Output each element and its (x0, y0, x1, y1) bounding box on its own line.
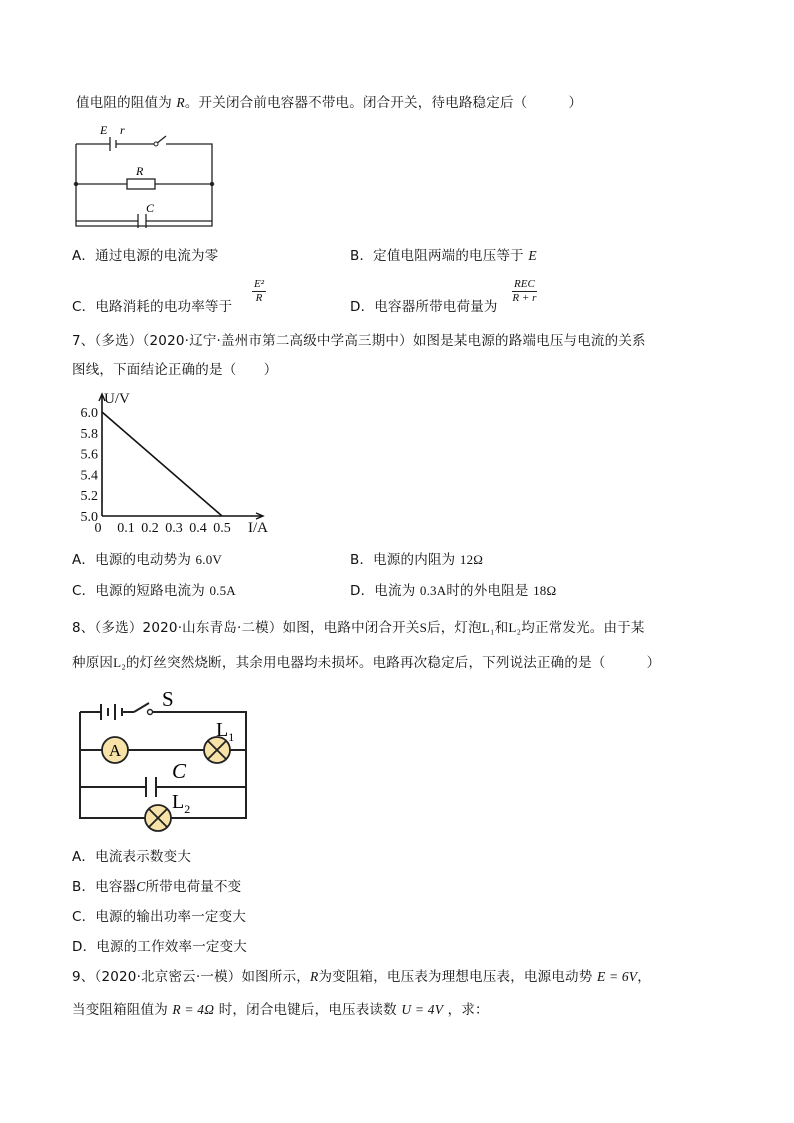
q8-circuit-diagram (72, 684, 254, 832)
q8-stem-line2: 种原因L₂的灯丝突然烧断，其余用电器均未损坏。电路再次稳定后，下列说法正确的是（ ） (72, 655, 661, 671)
y-axis-label: U/V (104, 391, 130, 407)
internal-resistance-label: r (120, 123, 125, 137)
lamp-l1-label: L (216, 719, 229, 741)
resistor-variable: R (176, 95, 185, 110)
y-tick-label: 5.4 (80, 468, 98, 484)
q6-circuit-diagram (70, 118, 220, 228)
x-tick-label: 0.5 (213, 521, 231, 536)
svg-text:L2 (172, 791, 190, 816)
lamp-l1-subscript: 1 (228, 730, 235, 744)
resistor-label: R (136, 164, 144, 178)
ammeter-label: A (108, 741, 122, 760)
q6-option-c: C．电路消耗的电功率等于 (72, 299, 233, 315)
y-tick-label: 6.0 (80, 406, 98, 421)
q6-option-c-fraction: $\frac{\text{E²}}{R}$ (254, 278, 265, 304)
lamp-l2-icon (145, 805, 171, 831)
lamp-l2-label: L (172, 791, 185, 813)
q7-stem-line2: 图线，下面结论正确的是（ ） (72, 362, 278, 378)
q6-option-b: B．定值电阻两端的电压等于 E (350, 248, 537, 264)
q7-stem-line1: 7、（多选）（2020·辽宁·盖州市第二高级中学高三期中）如图是某电源的路端电压与电流的关系 (72, 333, 646, 349)
x-tick-label: 0.2 (141, 521, 159, 536)
svg-text:L1 (216, 719, 234, 744)
x-tick-label: 0.1 (117, 521, 135, 536)
x-tick-label: 0.3 (165, 521, 183, 536)
q8-option-d: D．电源的工作效率一定变大 (72, 939, 247, 955)
lamp-l2-subscript: 2 (184, 802, 191, 816)
q7-option-d: D．电流为 0.3A时的外电阻是 18Ω (350, 583, 557, 599)
y-tick-label: 5.0 (80, 510, 98, 525)
q9-stem-line1: 9、（2020·北京密云·一模）如图所示，R为变阻箱，电压表为理想电压表，电源电动势 E = 6V， (72, 969, 651, 985)
capacitor-label-q8: C (172, 759, 187, 783)
q7-option-c: C．电源的短路电流为 0.5A (72, 583, 236, 599)
capacitor-label: C (146, 201, 155, 215)
series-line (102, 412, 222, 516)
x-tick-label: 0.4 (189, 521, 207, 536)
q6-intro: 值电阻的阻值为 R。开关闭合前电容器不带电。闭合开关，待电路稳定后（ ） (76, 95, 583, 111)
q7-voltage-current-chart (72, 388, 282, 540)
x-axis-label: I/A (248, 520, 268, 536)
q6-option-d: D．电容器所带电荷量为 (350, 299, 498, 315)
y-tick-label: 5.2 (80, 489, 98, 505)
emf-label: E (100, 123, 108, 137)
q8-option-a: A．电流表示数变大 (72, 849, 192, 865)
x-tick-label: 0 (94, 521, 102, 536)
y-tick-label: 5.6 (80, 447, 98, 463)
q9-stem-line2: 当变阻箱阻值为 R = 4Ω 时，闭合电键后，电压表读数 U = 4V ，求： (72, 1002, 489, 1018)
q7-option-b: B．电源的内阻为 12Ω (350, 552, 484, 568)
q8-option-b: B．电容器C所带电荷量不变 (72, 879, 242, 895)
q7-option-a: A．电源的电动势为 6.0V (72, 552, 222, 568)
q6-option-d-fraction: REC R + r (512, 278, 537, 304)
q8-stem-line1: 8、（多选）2020·山东青岛·二模）如图，电路中闭合开关S后，灯泡L₁和L₂均正常发光。由于某 (72, 620, 645, 636)
q8-option-c: C．电源的输出功率一定变大 (72, 909, 247, 925)
y-tick-label: 5.8 (80, 426, 98, 442)
q6-option-a: A．通过电源的电流为零 (72, 248, 219, 264)
switch-label: S (162, 687, 174, 711)
